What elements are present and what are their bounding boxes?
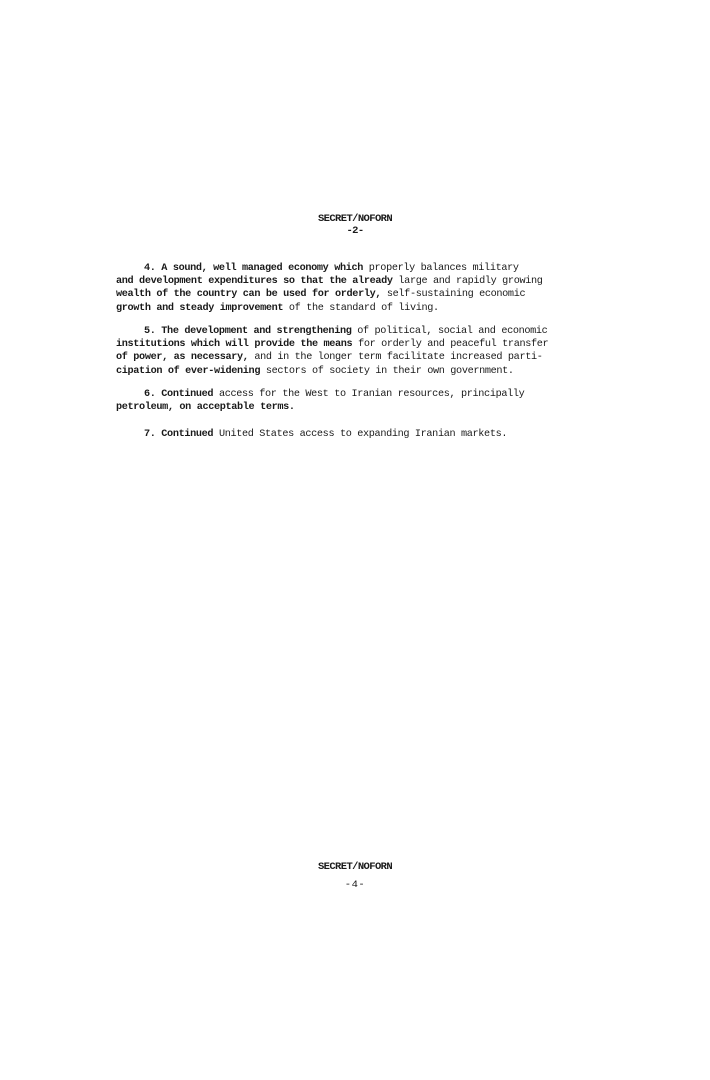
text-run: self-sustaining economic [386, 289, 526, 301]
paragraph-line [116, 262, 543, 275]
text-run: large and rapidly growing [398, 276, 543, 288]
text-run: for orderly and peaceful transfer [358, 339, 549, 351]
header-classification: SECRET/NOFORN [317, 213, 393, 225]
paragraph-line [116, 428, 507, 441]
paragraph-line [116, 275, 543, 288]
paragraph-line [116, 302, 543, 315]
text-run: 6. Continued [144, 389, 219, 400]
paragraph-line [116, 338, 548, 351]
text-run: growth and steady improvement [116, 302, 289, 314]
text-run: wealth of the country can be used for orderly, [116, 289, 387, 301]
text-run: properly balances military [368, 263, 519, 274]
text-run: access for the West to Iranian resources, principally [218, 389, 525, 400]
paragraph-line [116, 351, 548, 364]
paragraph-line [116, 388, 524, 401]
paragraph-5 [116, 325, 548, 378]
text-run: of the standard of living. [288, 302, 439, 314]
paragraph-7 [116, 428, 507, 441]
text-run: sectors of society in their own government. [265, 365, 514, 377]
text-run: and development expenditures so that the already [116, 276, 399, 288]
text-run: and in the longer term facilitate increased parti- [254, 352, 543, 364]
paragraph-line [116, 288, 543, 301]
text-run: of power, as necessary, [116, 352, 255, 364]
paragraph-line [116, 325, 548, 338]
text-run: cipation of ever-widening [116, 365, 266, 377]
text-run: 7. Continued [144, 429, 219, 440]
paragraph-line [116, 365, 548, 378]
text-run: of political, social and economic [357, 326, 548, 337]
paragraph-4 [116, 262, 543, 315]
paragraph-6 [116, 388, 524, 414]
header-page-number: -2- [346, 225, 364, 237]
footer-classification: SECRET/NOFORN [317, 861, 393, 873]
text-run: petroleum, on acceptable terms. [116, 402, 295, 414]
footer-page-number: -4- [344, 879, 366, 891]
text-run: institutions which will provide the means [116, 339, 359, 351]
paragraph-line [116, 401, 524, 414]
text-run: 4. A sound, well managed economy which [144, 263, 369, 274]
text-run: United States access to expanding Iranian markets. [218, 429, 508, 440]
text-run: 5. The development and strengthening [144, 326, 358, 337]
